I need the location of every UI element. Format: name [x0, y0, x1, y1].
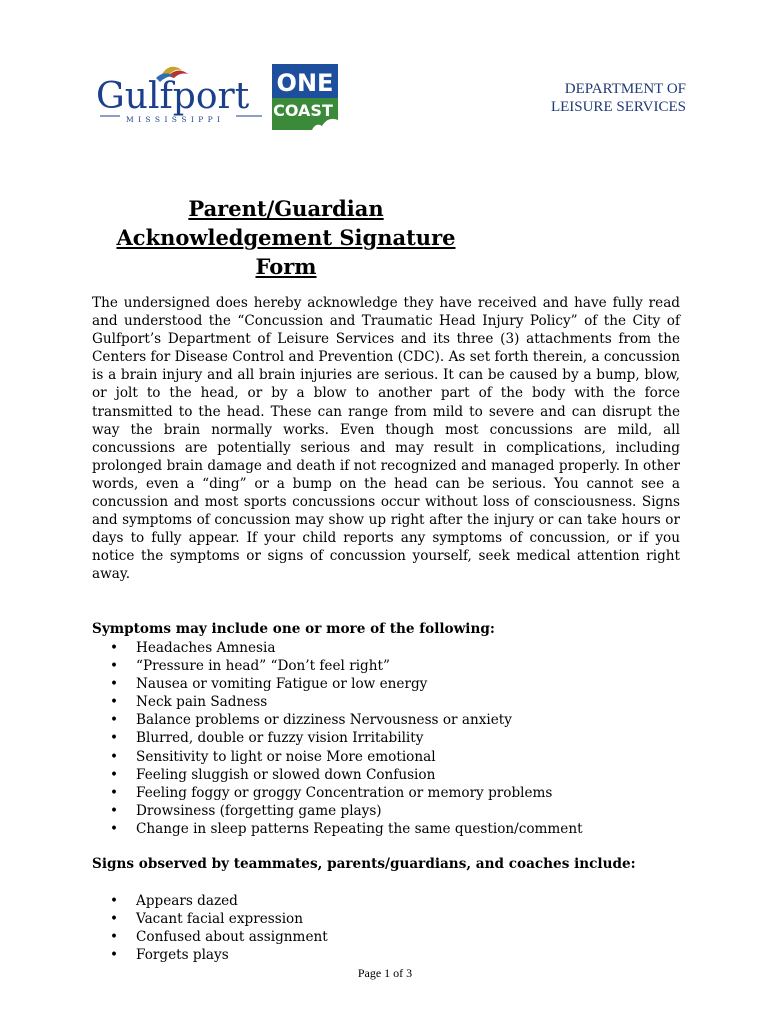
- list-item: [110, 892, 670, 910]
- list-item: [110, 729, 670, 747]
- list-item-text: Feeling sluggish or slowed down Confusion: [136, 766, 436, 783]
- symptoms-heading: Symptoms may include one or more of the following:: [92, 621, 495, 637]
- list-item-text: Confused about assignment: [136, 929, 328, 946]
- gulfport-logo-text: Gulfport: [96, 76, 250, 117]
- list-item-text: Drowsiness (forgetting game plays): [136, 802, 382, 819]
- list-item: [110, 639, 670, 657]
- title-line-1: Parent/Guardian: [188, 196, 384, 221]
- bullet-icon: •: [110, 748, 119, 765]
- bullet-icon: •: [110, 911, 119, 928]
- page-title: [96, 194, 476, 281]
- department-line-1: DEPARTMENT OF: [564, 81, 686, 97]
- list-item: [110, 802, 670, 820]
- signs-heading: Signs observed by teammates, parents/guardians, and coaches include:: [92, 856, 636, 872]
- list-item: [110, 784, 670, 802]
- mississippi-text: M I S S I S S I P P I: [126, 115, 222, 124]
- header-logos: [96, 60, 346, 140]
- list-item: [110, 910, 670, 928]
- bullet-icon: •: [110, 730, 119, 747]
- list-item-text: Change in sleep patterns Repeating the same question/comment: [136, 820, 583, 837]
- list-item-text: Feeling foggy or groggy Concentration or memory problems: [136, 784, 553, 801]
- list-item: [110, 657, 670, 675]
- symptoms-list: [110, 639, 670, 838]
- onecoast-logo: [272, 64, 338, 130]
- title-line-3: Form: [255, 254, 317, 279]
- list-item-text: Neck pain Sadness: [136, 694, 268, 711]
- list-item-text: Blurred, double or fuzzy vision Irritability: [136, 730, 424, 747]
- gulfport-logo: [96, 60, 264, 138]
- bullet-icon: •: [110, 784, 119, 801]
- list-item: [110, 946, 670, 964]
- list-item: [110, 748, 670, 766]
- list-item-text: “Pressure in head” “Don’t feel right”: [136, 658, 390, 675]
- bullet-icon: •: [110, 929, 119, 946]
- onecoast-top-text: ONE: [276, 69, 334, 97]
- bullet-icon: •: [110, 694, 119, 711]
- bullet-icon: •: [110, 947, 119, 964]
- list-item: [110, 693, 670, 711]
- bullet-icon: •: [110, 640, 119, 656]
- bullet-icon: •: [110, 820, 119, 837]
- bullet-icon: •: [110, 893, 119, 909]
- department-line-2: LEISURE SERVICES: [550, 99, 686, 115]
- list-item-text: Balance problems or dizziness Nervousness or anxiety: [136, 712, 512, 729]
- bullet-icon: •: [110, 712, 119, 729]
- title-line-2: Acknowledgement Signature: [116, 225, 456, 250]
- list-item-text: Sensitivity to light or noise More emotional: [136, 748, 436, 765]
- page-number: Page 1 of 3: [357, 966, 413, 980]
- list-item: [110, 711, 670, 729]
- bullet-icon: •: [110, 766, 119, 783]
- bullet-icon: •: [110, 802, 119, 819]
- signs-list: [110, 892, 670, 964]
- bullet-icon: •: [110, 658, 119, 675]
- onecoast-bottom-text: COAST: [273, 101, 333, 120]
- bullet-icon: •: [110, 676, 119, 693]
- list-item: [110, 928, 670, 946]
- list-item-text: Headaches Amnesia: [136, 640, 276, 656]
- list-item: [110, 820, 670, 838]
- list-item: [110, 766, 670, 784]
- list-item-text: Appears dazed: [136, 893, 238, 909]
- list-item: [110, 675, 670, 693]
- list-item-text: Forgets plays: [136, 947, 229, 964]
- list-item-text: Vacant facial expression: [136, 911, 303, 928]
- list-item-text: Nausea or vomiting Fatigue or low energy: [136, 676, 428, 693]
- body-paragraph: The undersigned does hereby acknowledge they have received and have fully read and understood the “Concussion and Traumatic Head Injury Policy” of the City of Gulfport’s Department of Leisure Services and its three (3) attachments from the Centers for Disease Control and Prevention (CDC). As set forth therein, a concussion is a brain injury and all brain injuries are serious. It can be caused by a bump, blow, or jolt to the head, or by a blow to another part of the body with the force transmitted to the head. These can range from mild to severe and can disrupt the way the brain normally works. Even though most concussions are mild, all concussions are potentially serious and may result in complications, including prolonged brain damage and death if not recognized and managed properly. In other words, even a “ding” or a bump on the head can be serious. You cannot see a concussion and most sports concussions occur without loss of consciousness. Signs and symptoms of concussion may show up right after the injury or can take hours or days to fully appear. If your child reports any symptoms of concussion, or if you notice the symptoms or signs of concussion yourself, seek medical attention right away.: [92, 295, 680, 583]
- department-heading: [551, 80, 686, 116]
